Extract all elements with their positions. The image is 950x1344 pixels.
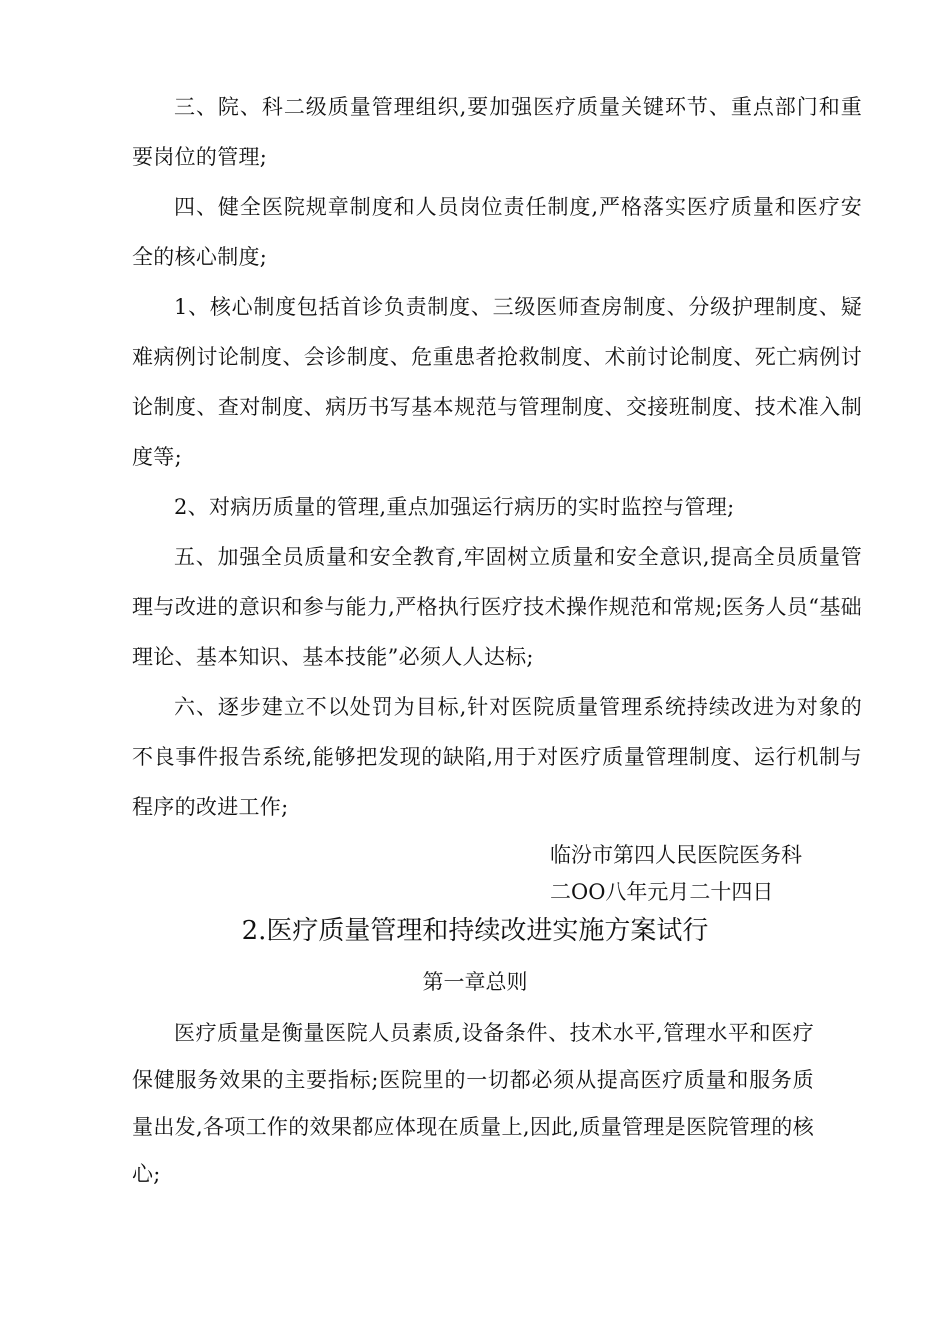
paragraph-adverse-events: 六、逐步建立不以处罚为目标,针对医院质量管理系统持续改进为对象的不良事件报告系统,能够把发现的缺陷,用于对医疗质量管理制度、运行机制与程序的改进工作;	[132, 695, 862, 819]
section-title: 2.医疗质量管理和持续改进实施方案试行	[241, 916, 709, 946]
paragraph-core-systems: 1、核心制度包括首诊负责制度、三级医师查房制度、分级护理制度、疑难病例讨论制度、会诊制度、危重患者抢救制度、术前讨论制度、死亡病例讨论制度、查对制度、病历书写基本规范与管理制度、交接班制度、技术准入制度等;	[132, 295, 862, 469]
chapter-title: 第一章总则	[422, 970, 528, 994]
signature-date: 二OO八年元月二十四日	[550, 880, 774, 904]
paragraph-rules-system: 四、健全医院规章制度和人员岗位责任制度,严格落实医疗质量和医疗安全的核心制度;	[132, 195, 862, 269]
paragraph-medical-records: 2、对病历质量的管理,重点加强运行病历的实时监控与管理;	[174, 495, 735, 519]
paragraph-safety-education: 五、加强全员质量和安全教育,牢固树立质量和安全意识,提高全员质量管理与改进的意识和参与能力,严格执行医疗技术操作规范和常规;医务人员“基础理论、基本知识、基本技能”必须人人达标;	[132, 545, 862, 669]
signature-organization: 临汾市第四人民医院医务科	[550, 843, 802, 867]
paragraph-general-principles: 医疗质量是衡量医院人员素质,设备条件、技术水平,管理水平和医疗保健服务效果的主要指标;医院里的一切都必须从提高医疗质量和服务质量出发,各项工作的效果都应体现在质量上,因此,质量管理是医院管理的核心;	[132, 1021, 814, 1186]
paragraph-quality-organization: 三、院、科二级质量管理组织,要加强医疗质量关键环节、重点部门和重要岗位的管理;	[132, 95, 862, 169]
